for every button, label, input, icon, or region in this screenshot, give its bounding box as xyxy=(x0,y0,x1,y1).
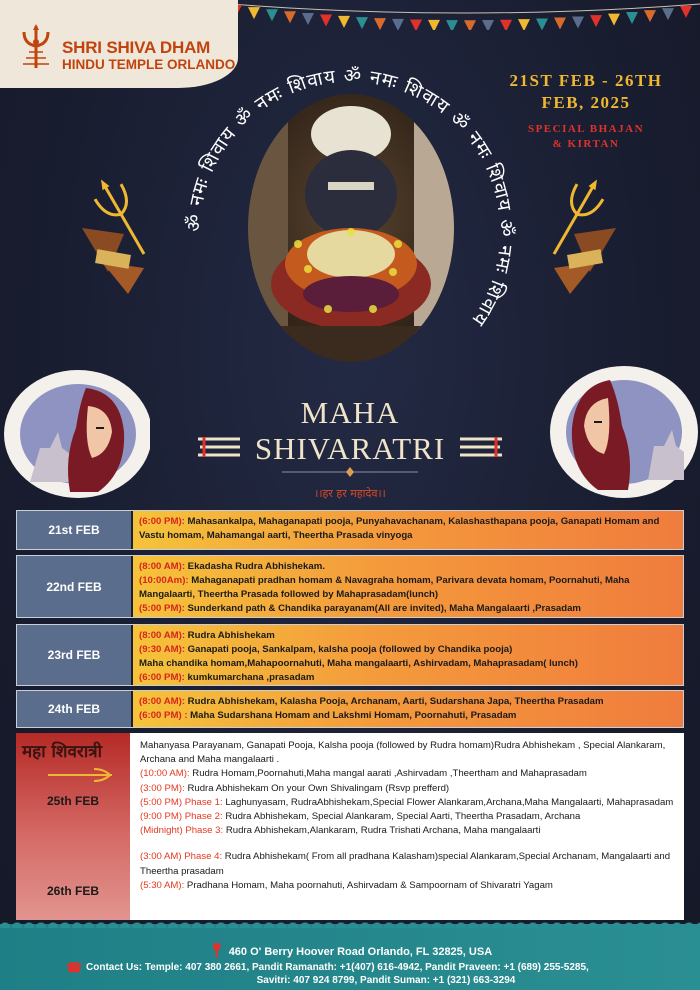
schedule-item: (8:00 AM): Rudra Abhishekam xyxy=(139,630,275,641)
schedule-item: (5:30 AM): Pradhana Homam, Maha poornahuti, Ashirvadam & Sampoornam of Shivaratri Yagam xyxy=(140,879,553,891)
divider-ornament xyxy=(282,466,418,478)
bunting-flag xyxy=(482,20,494,30)
shiva-art-right xyxy=(544,356,700,502)
title-maha: MAHA xyxy=(300,395,400,430)
schedule-item: (9:00 PM) Phase 2: Rudra Abhishekam, Special Alankaram, Special Aarti, Theertha Prasadam, Archana xyxy=(140,811,581,823)
svg-text:ॐ नमः शिवाय ॐ नमः शिवाय ॐ: ॐ नमः शिवाय ॐ नमः शिवाय ॐ नमः शिवाय ॐ नमः शिवाय ॐ नमः शिवाय xyxy=(182,64,518,331)
schedule-item: (6:00 PM): kumkumarchana ,prasadam xyxy=(139,672,315,683)
bunting-flag xyxy=(266,9,278,21)
bunting-flag xyxy=(644,10,656,22)
bunting-flag xyxy=(356,17,368,29)
bunting-flag xyxy=(608,14,620,26)
contact-line-1: Contact Us: Temple: 407 380 2661, Pandit Ramanath: +1(407) 616-4942, Pandit Praveen: +1 (689) 255-5285, xyxy=(86,962,589,973)
schedule-row-24 xyxy=(16,690,684,728)
maha-shivaratri-block xyxy=(16,733,684,920)
day-details xyxy=(133,625,683,685)
location-pin-icon: 📍︎ xyxy=(207,942,226,958)
bunting-flag xyxy=(500,20,512,30)
contact-line-2: Savitri: 407 924 8799, Pandit Suman: +1 (321) 663-3294 xyxy=(256,975,516,986)
dates-line-2: FEB, 2025 xyxy=(541,93,631,112)
schedule-item: (8:00 AM): Ekadasha Rudra Abhishekam. xyxy=(139,561,325,572)
maha-day-column xyxy=(16,733,130,920)
day-details xyxy=(133,511,683,549)
har-har-mahadev: ।।हर हर महादेव।। xyxy=(314,487,386,500)
day-label-26: 26th FEB xyxy=(46,884,99,898)
bunting-flag xyxy=(320,15,332,27)
bunting-flag xyxy=(374,18,386,30)
bunting-decoration xyxy=(230,0,700,30)
schedule-row-21 xyxy=(16,510,684,550)
bunting-flag xyxy=(662,8,674,20)
schedule-row-22 xyxy=(16,555,684,618)
day-label: 24th FEB xyxy=(17,691,131,727)
schedule-item: (10:00Am): Mahaganapati pradhan homam & Navagraha homam, Parivara devata homam, Poornahuti, Maha Mangalaarti, Theertha Prasada followed by Mahaprasadam(lunch) xyxy=(139,575,630,600)
bunting-flag xyxy=(554,18,566,30)
day-details xyxy=(133,691,683,727)
bunting-flag xyxy=(392,19,404,30)
bunting-flag xyxy=(302,13,314,25)
shivalingam-photo xyxy=(248,94,454,362)
event-title xyxy=(200,395,500,467)
day-label: 21st FEB xyxy=(17,511,131,549)
special-line-1: SPECIAL BHAJAN xyxy=(527,123,645,135)
bunting-flag xyxy=(536,18,548,30)
contact-info xyxy=(66,960,686,987)
bunting-flag xyxy=(518,19,530,30)
footer xyxy=(0,924,700,990)
dates-line-1: 21ST FEB - 26TH xyxy=(509,71,663,90)
schedule-item: (10:00 AM): Rudra Homam,Poornahuti,Maha mangal aarati ,Ashirvadam ,Theertham and Mahaprasadam xyxy=(140,768,587,780)
trishul-damru-left-icon xyxy=(74,168,184,298)
special-line-2: & KIRTAN xyxy=(552,138,620,150)
bunting-flag xyxy=(446,20,458,30)
temple-name: SHRI SHIVA DHAM xyxy=(62,38,211,57)
day-label-25: 25th FEB xyxy=(46,794,99,808)
schedule-item: (5:00 PM) Phase 1: Laghunyasam, RudraAbhishekam,Special Flower Alankaram,Archana,Maha Mangalaarti, Mahaprasadam xyxy=(140,796,674,808)
schedule-item: Mahanyasa Parayanam, Ganapati Pooja, Kalsha pooja (followed by Rudra homam)Rudra Abhishekam , Special Alankaram, Archana and Maha mangalaarti . xyxy=(140,740,666,766)
schedule-item: (6:00 PM) : Maha Sudarshana Homam and Lakshmi Homam, Poornahuti, Prasadam xyxy=(139,710,517,721)
schedule-item: (9:30 AM): Ganapati pooja, Sankalpam, kalsha pooja (followed by Chandika pooja) xyxy=(139,644,513,655)
bunting-flag xyxy=(572,16,584,28)
day-details xyxy=(133,556,683,617)
bunting-flag xyxy=(626,12,638,24)
schedule-row-23 xyxy=(16,624,684,686)
schedule-item: (Midnight) Phase 3: Rudra Abhishekam,Alankaram, Rudra Trishati Archana, Maha mangalaarti xyxy=(140,825,541,837)
tilak-right-icon xyxy=(458,433,504,461)
bunting-flag xyxy=(680,6,692,18)
trishul-small-icon xyxy=(44,767,114,783)
trishul-logo-icon xyxy=(14,22,58,72)
day-label: 22nd FEB xyxy=(17,556,131,617)
title-shivaratri: SHIVARATRI xyxy=(254,431,446,466)
bunting-flag xyxy=(338,16,350,28)
bunting-flag xyxy=(284,11,296,23)
bunting-flag xyxy=(248,7,260,19)
day-label: 23rd FEB xyxy=(17,625,131,685)
schedule-item: (8:00 AM): Rudra Abhishekam, Kalasha Pooja, Archanam, Aarti, Sudarshana Japa, Theertha Prasadam xyxy=(139,696,604,707)
address-text: 460 O' Berry Hoover Road Orlando, FL 32825, USA xyxy=(228,946,493,958)
schedule-item: (6:00 PM): Mahasankalpa, Mahaganapati pooja, Punyahavachanam, Kalashasthapana pooja, Ganapati Homam and Vastu homam, Mahamangal aarti, Theertha Prasada vinyoga xyxy=(139,516,660,541)
phone-icon: ☎ xyxy=(66,960,83,975)
schedule-item: (5:00 PM): Sunderkand path & Chandika parayanam(All are invited), Maha Mangalaarti ,Prasadam xyxy=(139,603,581,614)
schedule-item: (3:00 AM) Phase 4: Rudra Abhishekam( From all pradhana Kalasham)special Alankaram,Special Archanam, Mangalaarti and Theertha prasadam xyxy=(140,851,671,877)
tilak-left-icon xyxy=(196,433,242,461)
maha-details xyxy=(132,733,684,920)
schedule-item: Maha chandika homam,Mahapoornahuti, Maha mangalaarti, Ashirvadam, Mahaprasadam( lunch) xyxy=(139,658,578,669)
temple-subtitle: HINDU TEMPLE ORLANDO xyxy=(62,57,236,72)
maha-shivratri-label: महा शिवरात्री xyxy=(22,742,103,762)
trishul-damru-right-icon xyxy=(514,168,624,298)
bunting-flag xyxy=(590,15,602,27)
shiva-art-left xyxy=(0,362,150,502)
bunting-flag xyxy=(464,20,476,30)
address xyxy=(0,942,700,959)
bunting-flag xyxy=(410,19,422,30)
bunting-flag xyxy=(428,20,440,30)
schedule-item: (3:00 PM): Rudra Abhishekam On your Own Shivalingam (Rsvp prefferd) xyxy=(140,782,450,794)
